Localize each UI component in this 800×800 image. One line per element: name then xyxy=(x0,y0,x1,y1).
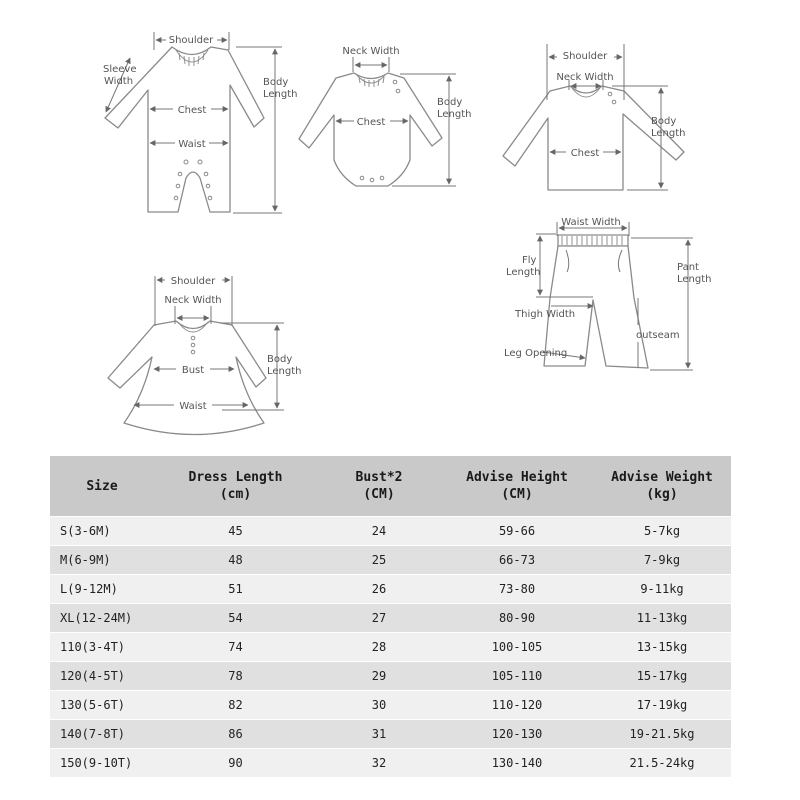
bodysuit-body-length-label-2: Length xyxy=(437,109,472,120)
weight-cell: 13-15kg xyxy=(593,633,731,662)
size-cell: S(3-6M) xyxy=(50,517,154,546)
tshirt-body-length-label-1: Body xyxy=(651,116,677,127)
pants-pant-length-label-2: Length xyxy=(677,274,712,285)
romper-body-length-label-2: Length xyxy=(263,89,298,100)
weight-cell: 5-7kg xyxy=(593,517,731,546)
table-row xyxy=(50,749,731,778)
table-row xyxy=(50,517,731,546)
bodysuit-diagram xyxy=(299,46,472,186)
size-header-label: Size xyxy=(86,478,118,494)
romper-shoulder-label: Shoulder xyxy=(168,35,214,46)
bust-cell: 30 xyxy=(317,691,441,720)
height-cell: 73-80 xyxy=(441,575,593,604)
romper-diagram xyxy=(103,32,298,213)
romper-body-length-label-1: Body xyxy=(263,77,289,88)
advise-height-header-unit: (CM) xyxy=(501,487,533,502)
tshirt-shoulder-label: Shoulder xyxy=(562,51,608,62)
weight-cell: 19-21.5kg xyxy=(593,720,731,749)
dress-length-cell: 45 xyxy=(154,517,317,546)
height-cell: 110-120 xyxy=(441,691,593,720)
dress-length-header xyxy=(154,456,317,517)
bodysuit-neck-width-label: Neck Width xyxy=(342,46,400,57)
dress-body-length-label-2: Length xyxy=(267,366,302,377)
bust-cell: 28 xyxy=(317,633,441,662)
weight-cell: 9-11kg xyxy=(593,575,731,604)
dress-length-cell: 51 xyxy=(154,575,317,604)
dress-shoulder-label: Shoulder xyxy=(170,276,216,287)
size-header xyxy=(50,456,154,517)
romper-sleeve-width-label-1: Sleeve xyxy=(103,64,137,75)
size-cell: XL(12-24M) xyxy=(50,604,154,633)
pants-thigh-width-label: Thigh Width xyxy=(515,309,576,320)
tshirt-diagram xyxy=(503,44,686,190)
bust-cell: 31 xyxy=(317,720,441,749)
dress-body-length-label-1: Body xyxy=(267,354,293,365)
weight-cell: 11-13kg xyxy=(593,604,731,633)
bust-cell: 26 xyxy=(317,575,441,604)
dress-bust-label: Bust xyxy=(181,365,205,376)
size-cell: 150(9-10T) xyxy=(50,749,154,778)
bodysuit-body-length-label-1: Body xyxy=(437,97,463,108)
size-cell: M(6-9M) xyxy=(50,546,154,575)
bust-header xyxy=(317,456,441,517)
dress-length-cell: 90 xyxy=(154,749,317,778)
size-chart-table xyxy=(50,456,731,777)
dress-length-cell: 78 xyxy=(154,662,317,691)
romper-chest-label: Chest xyxy=(177,105,207,116)
height-cell: 100-105 xyxy=(441,633,593,662)
advise-weight-header-unit: (kg) xyxy=(646,487,678,502)
table-row xyxy=(50,691,731,720)
height-cell: 80-90 xyxy=(441,604,593,633)
pants-diagram xyxy=(504,217,712,370)
bust-cell: 32 xyxy=(317,749,441,778)
weight-cell: 21.5-24kg xyxy=(593,749,731,778)
tshirt-body-length-label-2: Length xyxy=(651,128,686,139)
dress-length-header-label: Dress Length xyxy=(188,470,283,485)
table-row xyxy=(50,575,731,604)
size-table-header-row xyxy=(50,456,731,517)
size-cell: 140(7-8T) xyxy=(50,720,154,749)
bust-cell: 27 xyxy=(317,604,441,633)
romper-sleeve-width-label-2: Width xyxy=(104,76,134,87)
table-row xyxy=(50,662,731,691)
pants-fly-length-label-1: Fly xyxy=(522,255,537,266)
size-cell: 110(3-4T) xyxy=(50,633,154,662)
dress-length-cell: 82 xyxy=(154,691,317,720)
height-cell: 130-140 xyxy=(441,749,593,778)
table-row xyxy=(50,604,731,633)
dress-diagram xyxy=(108,276,302,435)
dress-length-cell: 48 xyxy=(154,546,317,575)
dress-length-cell: 74 xyxy=(154,633,317,662)
size-cell: 120(4-5T) xyxy=(50,662,154,691)
height-cell: 105-110 xyxy=(441,662,593,691)
romper-waist-label: Waist xyxy=(178,139,206,150)
pants-outseam-label: outseam xyxy=(636,330,680,341)
table-row xyxy=(50,546,731,575)
size-cell: 130(5-6T) xyxy=(50,691,154,720)
weight-cell: 7-9kg xyxy=(593,546,731,575)
tshirt-chest-label: Chest xyxy=(570,148,600,159)
advise-height-header xyxy=(441,456,593,517)
dress-waist-label: Waist xyxy=(179,401,207,412)
weight-cell: 15-17kg xyxy=(593,662,731,691)
table-row xyxy=(50,633,731,662)
pants-fly-length-label-2: Length xyxy=(506,267,541,278)
bust-cell: 25 xyxy=(317,546,441,575)
dress-length-cell: 86 xyxy=(154,720,317,749)
bust-cell: 29 xyxy=(317,662,441,691)
dress-length-cell: 54 xyxy=(154,604,317,633)
weight-cell: 17-19kg xyxy=(593,691,731,720)
height-cell: 120-130 xyxy=(441,720,593,749)
table-row xyxy=(50,720,731,749)
bust-header-unit: (CM) xyxy=(363,487,395,502)
pants-leg-opening-label: Leg Opening xyxy=(504,348,568,359)
tshirt-neck-width-label: Neck Width xyxy=(556,72,614,83)
advise-weight-header xyxy=(593,456,731,517)
dress-neck-width-label: Neck Width xyxy=(164,295,222,306)
advise-weight-header-label: Advise Weight xyxy=(611,470,713,485)
height-cell: 59-66 xyxy=(441,517,593,546)
bust-header-label: Bust*2 xyxy=(355,470,403,485)
dress-length-header-unit: (cm) xyxy=(219,487,252,502)
bust-cell: 24 xyxy=(317,517,441,546)
size-cell: L(9-12M) xyxy=(50,575,154,604)
advise-height-header-label: Advise Height xyxy=(466,470,568,485)
bodysuit-chest-label: Chest xyxy=(356,117,386,128)
pants-pant-length-label-1: Pant xyxy=(677,262,699,273)
height-cell: 66-73 xyxy=(441,546,593,575)
pants-waist-width-label: Waist Width xyxy=(561,217,621,228)
